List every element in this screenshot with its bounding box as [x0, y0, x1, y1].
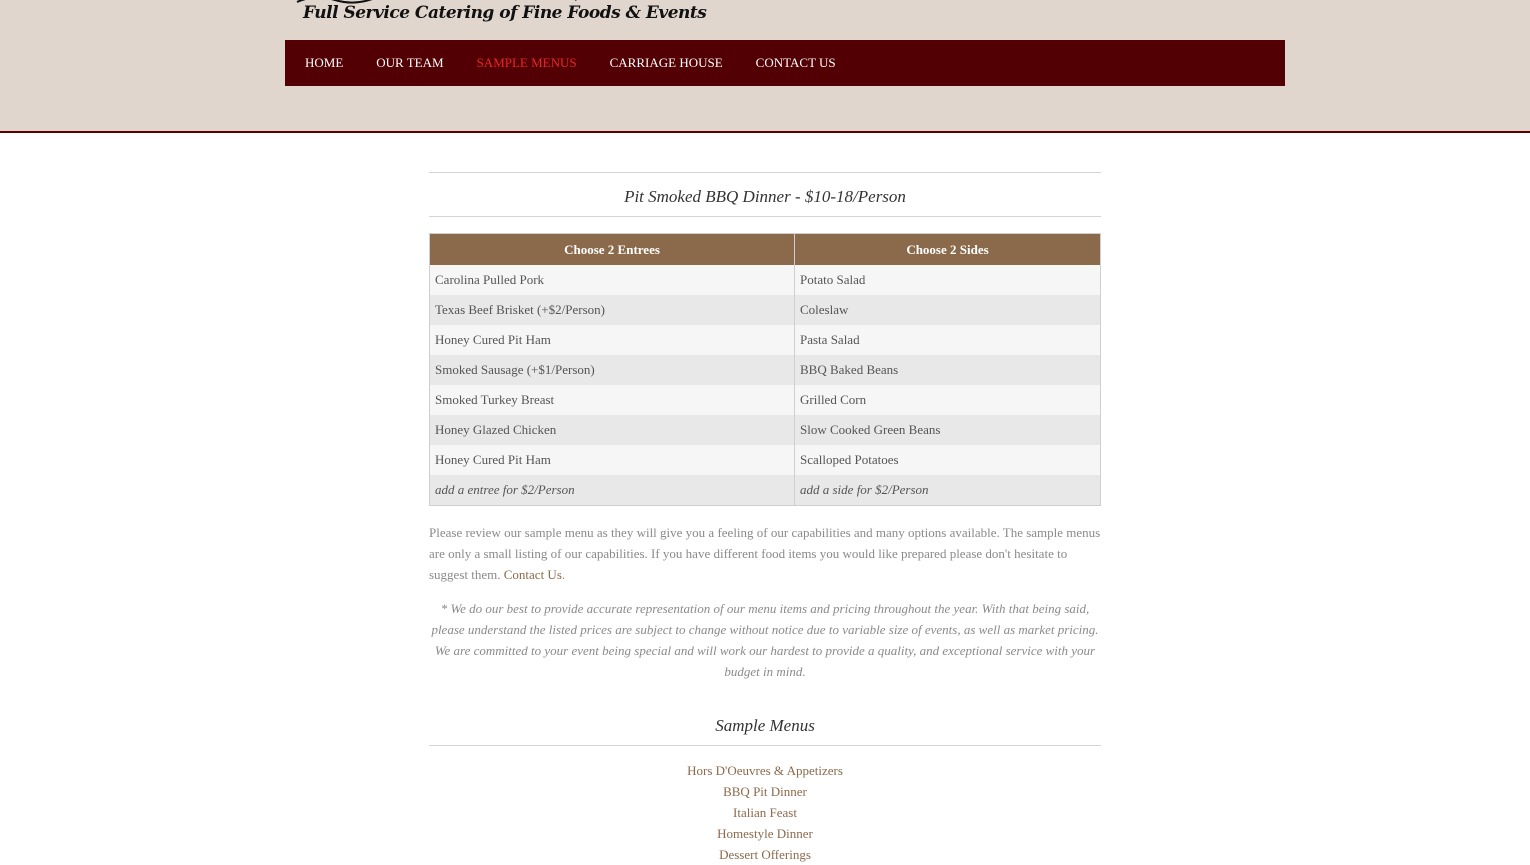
side-cell: Coleslaw [795, 295, 1101, 325]
entree-cell: Smoked Sausage (+$1/Person) [430, 355, 795, 385]
menu-note-text: Please review our sample menu as they will give you a feeling of our capabilities and many options available. The sample menus are only a small listing of our capabilities. If you have different food items you would like prepared please don't hesitate to suggest them. [429, 525, 1101, 582]
side-cell: Pasta Salad [795, 325, 1101, 355]
table-row [430, 265, 1101, 295]
sample-menus-list [429, 760, 1101, 865]
entree-cell: Honey Cured Pit Ham [430, 445, 795, 475]
table-row [430, 325, 1101, 355]
sample-menu-link-dessert-offerings[interactable]: Dessert Offerings [719, 847, 811, 862]
table-row [430, 295, 1101, 325]
table-header-row [430, 234, 1101, 266]
entree-cell: Texas Beef Brisket (+$2/Person) [430, 295, 795, 325]
menu-note-period: . [561, 567, 566, 582]
table-row [430, 385, 1101, 415]
nav-contact-us[interactable]: CONTACT US [755, 55, 836, 70]
entree-cell: Honey Glazed Chicken [430, 415, 795, 445]
side-cell: Slow Cooked Green Beans [795, 415, 1101, 445]
main-content [429, 172, 1101, 865]
entree-cell: Smoked Turkey Breast [430, 385, 795, 415]
nav-our-team[interactable]: OUR TEAM [376, 55, 444, 70]
side-cell: BBQ Baked Beans [795, 355, 1101, 385]
nav-sample-menus[interactable]: SAMPLE MENUS [476, 55, 577, 70]
nav-home[interactable]: HOME [305, 55, 344, 70]
logo-tagline: Full Service Catering of Fine Foods & Events [303, 3, 707, 23]
entree-addon-cell: add a entree for $2/Person [430, 475, 795, 506]
nav-carriage-house[interactable]: CARRIAGE HOUSE [609, 55, 723, 70]
sample-menus-heading: Sample Menus [429, 716, 1101, 746]
pricing-disclaimer: * We do our best to provide accurate representation of our menu items and pricing throughout the year. With that being said, please understand the listed prices are subject to change without notice due to variable size of events, as well as market pricing. We are committed to your event being special and will work our hardest to provide a quality, and exceptional service with your budget in mind. [431, 601, 1099, 679]
menu-title: Pit Smoked BBQ Dinner - $10-18/Person [429, 172, 1101, 217]
column-header-sides: Choose 2 Sides [795, 234, 1101, 266]
menu-note [429, 522, 1101, 585]
side-cell: Scalloped Potatoes [795, 445, 1101, 475]
table-row [430, 415, 1101, 445]
logo[interactable] [295, 0, 707, 30]
column-header-entrees: Choose 2 Entrees [430, 234, 795, 266]
menu-table [429, 233, 1101, 506]
contact-us-link[interactable]: Contact Us [503, 567, 562, 582]
main-nav [285, 40, 1285, 86]
table-row-addon [430, 475, 1101, 506]
sample-menu-link-hors-doeuvres[interactable]: Hors D'Oeuvres & Appetizers [687, 763, 843, 778]
sample-menu-link-italian-feast[interactable]: Italian Feast [733, 805, 797, 820]
entree-cell: Carolina Pulled Pork [430, 265, 795, 295]
sample-menu-link-bbq-pit-dinner[interactable]: BBQ Pit Dinner [723, 784, 807, 799]
sample-menu-link-homestyle-dinner[interactable]: Homestyle Dinner [717, 826, 813, 841]
entree-cell: Honey Cured Pit Ham [430, 325, 795, 355]
table-row [430, 355, 1101, 385]
table-row [430, 445, 1101, 475]
side-addon-cell: add a side for $2/Person [795, 475, 1101, 506]
side-cell: Potato Salad [795, 265, 1101, 295]
side-cell: Grilled Corn [795, 385, 1101, 415]
site-header [0, 0, 1530, 133]
